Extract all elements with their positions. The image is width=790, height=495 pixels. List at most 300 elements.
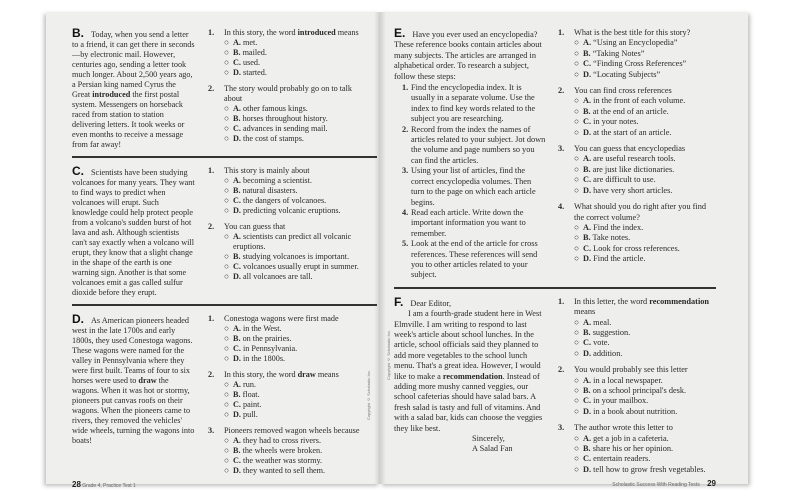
- option-text: met.: [243, 38, 258, 47]
- question-text: [224, 84, 361, 104]
- radio-circle-icon[interactable]: ○: [224, 456, 229, 465]
- radio-circle-icon[interactable]: ○: [224, 410, 229, 419]
- question: [558, 202, 716, 264]
- option-text: advances in sending mail.: [243, 124, 328, 133]
- text-segment: Scientists have been studying volcanoes for many years. They want to find ways to predict when volcanoes will erupt. Such knowledge could help protect people from a volcano's sudden burst of hot lava and ash. Although scientists can't say exactly when a volcano will erupt, they know that a slight change in the shape of the earth is one warning sign. Another is that some volcanoes emit a gas called sulfur dioxide before they erupt.: [72, 168, 195, 297]
- question: [558, 297, 716, 359]
- question-stem: [208, 28, 361, 38]
- option-letter: D.: [583, 69, 592, 79]
- radio-circle-icon[interactable]: ○: [574, 396, 580, 406]
- answer-option[interactable]: [208, 38, 361, 48]
- question-stem: [208, 314, 361, 324]
- answer-option[interactable]: [208, 124, 361, 134]
- question-number: 2.: [208, 84, 215, 93]
- question: [558, 423, 716, 475]
- option-letter: B.: [233, 48, 241, 57]
- page-number: 28: [72, 480, 81, 489]
- text-segment: This story is mainly about: [224, 166, 310, 175]
- question: [208, 166, 361, 216]
- answer-option[interactable]: [208, 176, 361, 186]
- option-letter: D.: [233, 68, 241, 77]
- section-letter: F.: [394, 294, 404, 309]
- text-segment: . Instead of adding more mushy canned veggies, our school cafeterias should have salad bars. A fresh salad is tasty and full of vitamins. And with a salad bar, kids can choose the veggies they like best.: [394, 371, 543, 433]
- option-text: predicting volcanic eruptions.: [243, 206, 341, 215]
- answer-option[interactable]: [558, 244, 716, 254]
- option-text: “Taking Notes”: [592, 48, 645, 58]
- option-text: the weather was stormy.: [243, 456, 323, 465]
- radio-circle-icon[interactable]: ○: [224, 58, 229, 67]
- step-item: [402, 208, 546, 239]
- option-text: Look for cross references.: [593, 243, 680, 253]
- answer-option[interactable]: [208, 58, 361, 68]
- question: [558, 144, 716, 196]
- option-letter: D.: [233, 354, 241, 363]
- question-stem: [558, 297, 716, 318]
- question-stem: [208, 222, 361, 232]
- option-text: they wanted to sell them.: [243, 466, 326, 475]
- radio-circle-icon[interactable]: ○: [574, 96, 580, 106]
- option-content: [233, 114, 328, 124]
- radio-circle-icon[interactable]: ○: [574, 233, 580, 243]
- option-content: [583, 254, 645, 264]
- answer-option[interactable]: [208, 232, 361, 252]
- option-content: [233, 344, 297, 354]
- question-stem: [208, 426, 361, 436]
- answer-option[interactable]: [558, 117, 716, 127]
- answer-option[interactable]: [208, 446, 361, 456]
- radio-circle-icon[interactable]: ○: [224, 400, 229, 409]
- section-divider: [394, 287, 716, 289]
- answer-option[interactable]: [208, 206, 361, 216]
- option-content: [583, 328, 630, 338]
- answer-option[interactable]: [208, 262, 361, 272]
- option-text: “Using an Encyclopedia”: [593, 38, 678, 48]
- radio-circle-icon[interactable]: ○: [574, 185, 580, 195]
- copyright-note: Copyright © Scholastic Inc.: [366, 370, 371, 421]
- question-text: [574, 297, 716, 318]
- option-content: [583, 454, 650, 464]
- option-text: all volcanoes are tall.: [243, 272, 313, 281]
- section-letter: E.: [394, 26, 406, 40]
- option-content: [583, 49, 644, 59]
- question-text: [574, 28, 690, 38]
- radio-circle-icon[interactable]: ○: [224, 324, 229, 333]
- question-text: [224, 222, 285, 232]
- option-content: [233, 380, 256, 390]
- question-number: 3.: [558, 423, 565, 433]
- radio-circle-icon[interactable]: ○: [574, 317, 580, 327]
- radio-circle-icon[interactable]: ○: [224, 134, 229, 143]
- question: [558, 28, 716, 80]
- radio-circle-icon[interactable]: ○: [224, 354, 229, 363]
- answer-option[interactable]: [208, 344, 361, 354]
- option-text: volcanoes usually erupt in summer.: [243, 262, 359, 271]
- questions-f: [558, 297, 716, 476]
- text-segment: The author wrote this letter to: [574, 423, 673, 433]
- option-letter: A.: [583, 317, 592, 327]
- radio-circle-icon[interactable]: ○: [574, 106, 580, 116]
- radio-circle-icon[interactable]: ○: [574, 222, 580, 232]
- answer-option[interactable]: [208, 252, 361, 262]
- option-letter: B.: [583, 48, 591, 58]
- option-letter: D.: [583, 464, 592, 474]
- left-footer: [72, 476, 377, 489]
- option-text: in Pennsylvania.: [243, 344, 298, 353]
- radio-circle-icon[interactable]: ○: [224, 68, 229, 77]
- right-page-content: [394, 28, 716, 488]
- option-text: Find the index.: [593, 222, 644, 232]
- option-letter: C.: [583, 396, 592, 406]
- radio-circle-icon[interactable]: ○: [574, 254, 580, 264]
- radio-circle-icon[interactable]: ○: [224, 334, 229, 343]
- option-letter: D.: [233, 206, 241, 215]
- radio-circle-icon[interactable]: ○: [224, 272, 229, 281]
- answer-option[interactable]: [558, 107, 716, 117]
- radio-circle-icon[interactable]: ○: [224, 196, 229, 205]
- question: [208, 370, 361, 420]
- option-text: pull.: [243, 410, 258, 419]
- option-letter: C.: [233, 196, 241, 205]
- radio-circle-icon[interactable]: ○: [224, 104, 229, 113]
- answer-option[interactable]: [558, 338, 716, 348]
- radio-circle-icon[interactable]: ○: [224, 262, 229, 271]
- text-segment: You can guess that: [224, 222, 286, 231]
- radio-circle-icon[interactable]: ○: [224, 446, 229, 455]
- option-letter: D.: [583, 406, 592, 416]
- question: [208, 222, 361, 282]
- answer-option[interactable]: [558, 59, 716, 69]
- answer-option[interactable]: [558, 376, 716, 386]
- option-text: on a school principal's desk.: [592, 386, 687, 395]
- question: [558, 86, 716, 138]
- answer-option[interactable]: [208, 334, 361, 344]
- option-text: entertain readers.: [593, 454, 651, 464]
- answer-option[interactable]: [558, 444, 716, 454]
- section-letter: C.: [72, 164, 84, 178]
- radio-circle-icon[interactable]: ○: [224, 176, 229, 185]
- left-page-content: [72, 28, 377, 489]
- option-content: [583, 233, 630, 243]
- question-text: [574, 202, 716, 223]
- option-letter: B.: [583, 233, 591, 243]
- radio-circle-icon[interactable]: ○: [574, 348, 580, 358]
- question: [208, 314, 361, 364]
- answer-option[interactable]: [558, 49, 716, 59]
- radio-circle-icon[interactable]: ○: [224, 252, 229, 261]
- questions-e: [558, 28, 716, 281]
- answer-option[interactable]: [208, 48, 361, 58]
- answer-option[interactable]: [208, 68, 361, 78]
- answer-option[interactable]: [558, 465, 716, 475]
- answer-option[interactable]: [558, 154, 716, 164]
- radio-circle-icon[interactable]: ○: [574, 175, 580, 185]
- question-number: 1.: [558, 28, 565, 37]
- option-content: [233, 186, 298, 196]
- option-text: Find the article.: [593, 254, 646, 264]
- option-letter: A.: [233, 232, 241, 241]
- radio-circle-icon[interactable]: ○: [224, 436, 229, 445]
- answer-option[interactable]: [558, 70, 716, 80]
- answer-option[interactable]: [208, 354, 361, 364]
- radio-circle-icon[interactable]: ○: [574, 48, 580, 58]
- option-content: [583, 128, 671, 138]
- option-text: in a local newspaper.: [593, 375, 663, 385]
- step-text: Read each article. Write down the important information you want to remember.: [411, 207, 526, 238]
- option-content: [233, 456, 322, 466]
- answer-option[interactable]: [558, 128, 716, 138]
- answer-option[interactable]: [558, 349, 716, 359]
- question-stem: [558, 365, 716, 375]
- answer-option[interactable]: [208, 466, 361, 476]
- option-content: [583, 175, 656, 185]
- option-content: [583, 59, 686, 69]
- answer-option[interactable]: [208, 390, 361, 400]
- option-text: the dangers of volcanoes.: [243, 196, 327, 205]
- option-text: at the start of an article.: [593, 127, 672, 137]
- option-text: share his or her opinion.: [592, 444, 674, 454]
- option-letter: C.: [583, 117, 592, 127]
- radio-circle-icon[interactable]: ○: [574, 38, 580, 48]
- option-content: [583, 117, 639, 127]
- answer-option[interactable]: [558, 434, 716, 444]
- option-content: [233, 466, 325, 476]
- option-letter: B.: [583, 164, 591, 174]
- question-number: 2.: [558, 365, 565, 375]
- option-text: paint.: [243, 400, 262, 409]
- option-text: in the front of each volume.: [593, 96, 686, 106]
- question: [208, 28, 361, 78]
- bold-term: introduced: [297, 28, 336, 37]
- radio-circle-icon[interactable]: ○: [574, 127, 580, 137]
- option-content: [233, 446, 322, 456]
- right-footer: [394, 475, 716, 488]
- text-segment: You can guess that encyclopedias: [574, 144, 686, 154]
- question-stem: [558, 202, 716, 223]
- option-letter: D.: [583, 254, 592, 264]
- option-content: [233, 206, 341, 216]
- bold-term: recommendation: [442, 371, 503, 381]
- radio-circle-icon[interactable]: ○: [224, 232, 229, 241]
- option-text: tell how to grow fresh vegetables.: [593, 464, 706, 474]
- option-letter: B.: [233, 446, 241, 455]
- option-text: vote.: [593, 338, 610, 348]
- option-content: [583, 70, 660, 80]
- option-letter: C.: [233, 262, 241, 271]
- answer-option[interactable]: [558, 38, 716, 48]
- option-content: [583, 407, 677, 417]
- option-letter: A.: [233, 324, 241, 333]
- answer-option[interactable]: [208, 380, 361, 390]
- option-content: [583, 223, 643, 233]
- option-content: [583, 465, 706, 475]
- text-segment: I am a fourth-grade student here in West Elmville. I am writing to respond to last week's article about school lunches. In the article, school officials said they planned to add more vegetables to the school lunch menu. That's a great idea. However, I would like to make a: [394, 309, 542, 381]
- option-content: [583, 154, 676, 164]
- option-letter: A.: [233, 380, 241, 389]
- text-segment: the first postal system. Messengers on horseback raced from station to station delivering letters. It took weeks or even months to receive a message from far away!: [72, 90, 185, 149]
- answer-option[interactable]: [208, 134, 361, 144]
- option-content: [583, 444, 673, 454]
- answer-option[interactable]: [208, 400, 361, 410]
- answer-option[interactable]: [208, 104, 361, 114]
- radio-circle-icon[interactable]: ○: [574, 164, 580, 174]
- option-content: [583, 107, 669, 117]
- footer-text: Scholastic Success With Reading Tests: [612, 482, 700, 489]
- option-content: [233, 48, 267, 58]
- radio-circle-icon[interactable]: ○: [574, 69, 580, 79]
- radio-circle-icon[interactable]: ○: [574, 433, 580, 443]
- option-letter: A.: [583, 154, 592, 164]
- option-content: [583, 434, 669, 444]
- answer-option[interactable]: [208, 186, 361, 196]
- option-content: [233, 272, 313, 282]
- text-segment: What is the best title for this story?: [574, 28, 691, 37]
- question-text: [574, 365, 688, 375]
- option-content: [583, 38, 677, 48]
- question-text: [574, 86, 672, 96]
- radio-circle-icon[interactable]: ○: [574, 59, 580, 69]
- option-text: Take notes.: [592, 233, 631, 243]
- option-letter: C.: [583, 454, 592, 464]
- answer-option[interactable]: [208, 436, 361, 446]
- text-segment: You can find cross references: [574, 86, 672, 96]
- option-content: [233, 324, 282, 334]
- option-letter: D.: [233, 272, 241, 281]
- radio-circle-icon[interactable]: ○: [224, 186, 229, 195]
- option-text: studying volcanoes is important.: [242, 252, 349, 261]
- answer-option[interactable]: [558, 328, 716, 338]
- radio-circle-icon[interactable]: ○: [224, 114, 229, 123]
- step-number: 2.: [402, 124, 409, 134]
- option-content: [233, 410, 258, 420]
- radio-circle-icon[interactable]: ○: [574, 406, 580, 416]
- radio-circle-icon[interactable]: ○: [224, 124, 229, 133]
- radio-circle-icon[interactable]: ○: [574, 464, 580, 474]
- question-stem: [208, 370, 361, 380]
- radio-circle-icon[interactable]: ○: [224, 206, 229, 215]
- answer-option[interactable]: [558, 254, 716, 264]
- answer-option[interactable]: [558, 96, 716, 106]
- answer-option[interactable]: [558, 175, 716, 185]
- option-letter: C.: [583, 338, 592, 348]
- option-letter: A.: [583, 222, 592, 232]
- answer-option[interactable]: [208, 410, 361, 420]
- text-segment: means: [315, 370, 339, 379]
- option-letter: C.: [583, 243, 592, 253]
- answer-option[interactable]: [208, 196, 361, 206]
- option-text: “Locating Subjects”: [593, 69, 661, 79]
- option-text: in your mailbox.: [593, 396, 649, 406]
- question-text: [224, 166, 310, 176]
- option-letter: C.: [233, 124, 241, 133]
- step-number: 4.: [402, 207, 409, 217]
- option-letter: D.: [583, 185, 592, 195]
- option-content: [583, 396, 648, 406]
- answer-option[interactable]: [208, 324, 361, 334]
- radio-circle-icon[interactable]: ○: [574, 454, 580, 464]
- answer-option[interactable]: [558, 186, 716, 196]
- option-letter: B.: [583, 386, 591, 395]
- option-text: used.: [243, 58, 261, 67]
- option-content: [233, 68, 267, 78]
- option-content: [233, 58, 260, 68]
- option-content: [233, 390, 260, 400]
- option-text: natural disasters.: [242, 186, 298, 195]
- radio-circle-icon[interactable]: ○: [224, 48, 229, 57]
- question-stem: [208, 84, 361, 104]
- question-text: [224, 426, 360, 436]
- option-letter: A.: [233, 38, 241, 47]
- answer-option[interactable]: [558, 223, 716, 233]
- radio-circle-icon[interactable]: ○: [574, 327, 580, 337]
- option-text: addition.: [593, 348, 623, 358]
- option-text: are useful research tools.: [593, 154, 676, 164]
- question-number: 1.: [208, 28, 215, 37]
- step-number: 3.: [402, 166, 409, 176]
- radio-circle-icon[interactable]: ○: [574, 386, 580, 395]
- answer-option[interactable]: [208, 114, 361, 124]
- step-number: 5.: [402, 239, 409, 249]
- answer-option[interactable]: [558, 396, 716, 406]
- radio-circle-icon[interactable]: ○: [574, 375, 580, 385]
- option-content: [233, 436, 321, 446]
- radio-circle-icon[interactable]: ○: [574, 154, 580, 164]
- answer-option[interactable]: [558, 386, 716, 396]
- radio-circle-icon[interactable]: ○: [574, 117, 580, 127]
- radio-circle-icon[interactable]: ○: [574, 243, 580, 253]
- option-letter: A.: [583, 96, 592, 106]
- question-stem: [558, 423, 716, 433]
- answer-option[interactable]: [558, 318, 716, 328]
- radio-circle-icon[interactable]: ○: [224, 344, 229, 353]
- bold-term: draw: [138, 376, 157, 385]
- option-content: [583, 96, 685, 106]
- option-letter: D.: [233, 466, 241, 475]
- step-item: [402, 125, 546, 167]
- radio-circle-icon[interactable]: ○: [224, 466, 229, 475]
- option-content: [233, 232, 361, 252]
- option-content: [233, 334, 291, 344]
- answer-option[interactable]: [558, 454, 716, 464]
- option-letter: B.: [233, 334, 241, 343]
- passage-text: [72, 28, 196, 150]
- radio-circle-icon[interactable]: ○: [574, 338, 580, 348]
- passage-text: [72, 166, 196, 298]
- answer-option[interactable]: [208, 456, 361, 466]
- step-text: Find the encyclopedia index. It is usually in a separate volume. Use the index to find key words related to the subject you are researching.: [411, 83, 536, 124]
- radio-circle-icon[interactable]: ○: [224, 38, 229, 47]
- question-text: [224, 370, 339, 380]
- option-letter: D.: [233, 410, 241, 419]
- radio-circle-icon[interactable]: ○: [224, 390, 229, 399]
- questions-c: [208, 166, 377, 298]
- questions-b: [208, 28, 377, 150]
- passage-text: [394, 294, 546, 309]
- answer-option[interactable]: [558, 233, 716, 243]
- option-letter: D.: [583, 348, 592, 358]
- section-letter: B.: [72, 26, 84, 40]
- answer-option[interactable]: [208, 272, 361, 282]
- passage-b: [72, 28, 196, 150]
- answer-option[interactable]: [558, 407, 716, 417]
- text-segment: As American pioneers headed west in the late 1700s and early 1800s, they used Conestoga wagons. These wagons were named for the valley in Pennsylvania where they were first built. Teams of four to six horses were used to: [72, 316, 193, 385]
- radio-circle-icon[interactable]: ○: [224, 380, 229, 389]
- footer-text: Grade 4, Practice Test 1: [82, 483, 136, 489]
- answer-option[interactable]: [558, 165, 716, 175]
- questions-d: [208, 314, 377, 476]
- option-letter: A.: [233, 176, 241, 185]
- radio-circle-icon[interactable]: ○: [574, 444, 580, 454]
- letter-signature: A Salad Fan: [472, 444, 513, 454]
